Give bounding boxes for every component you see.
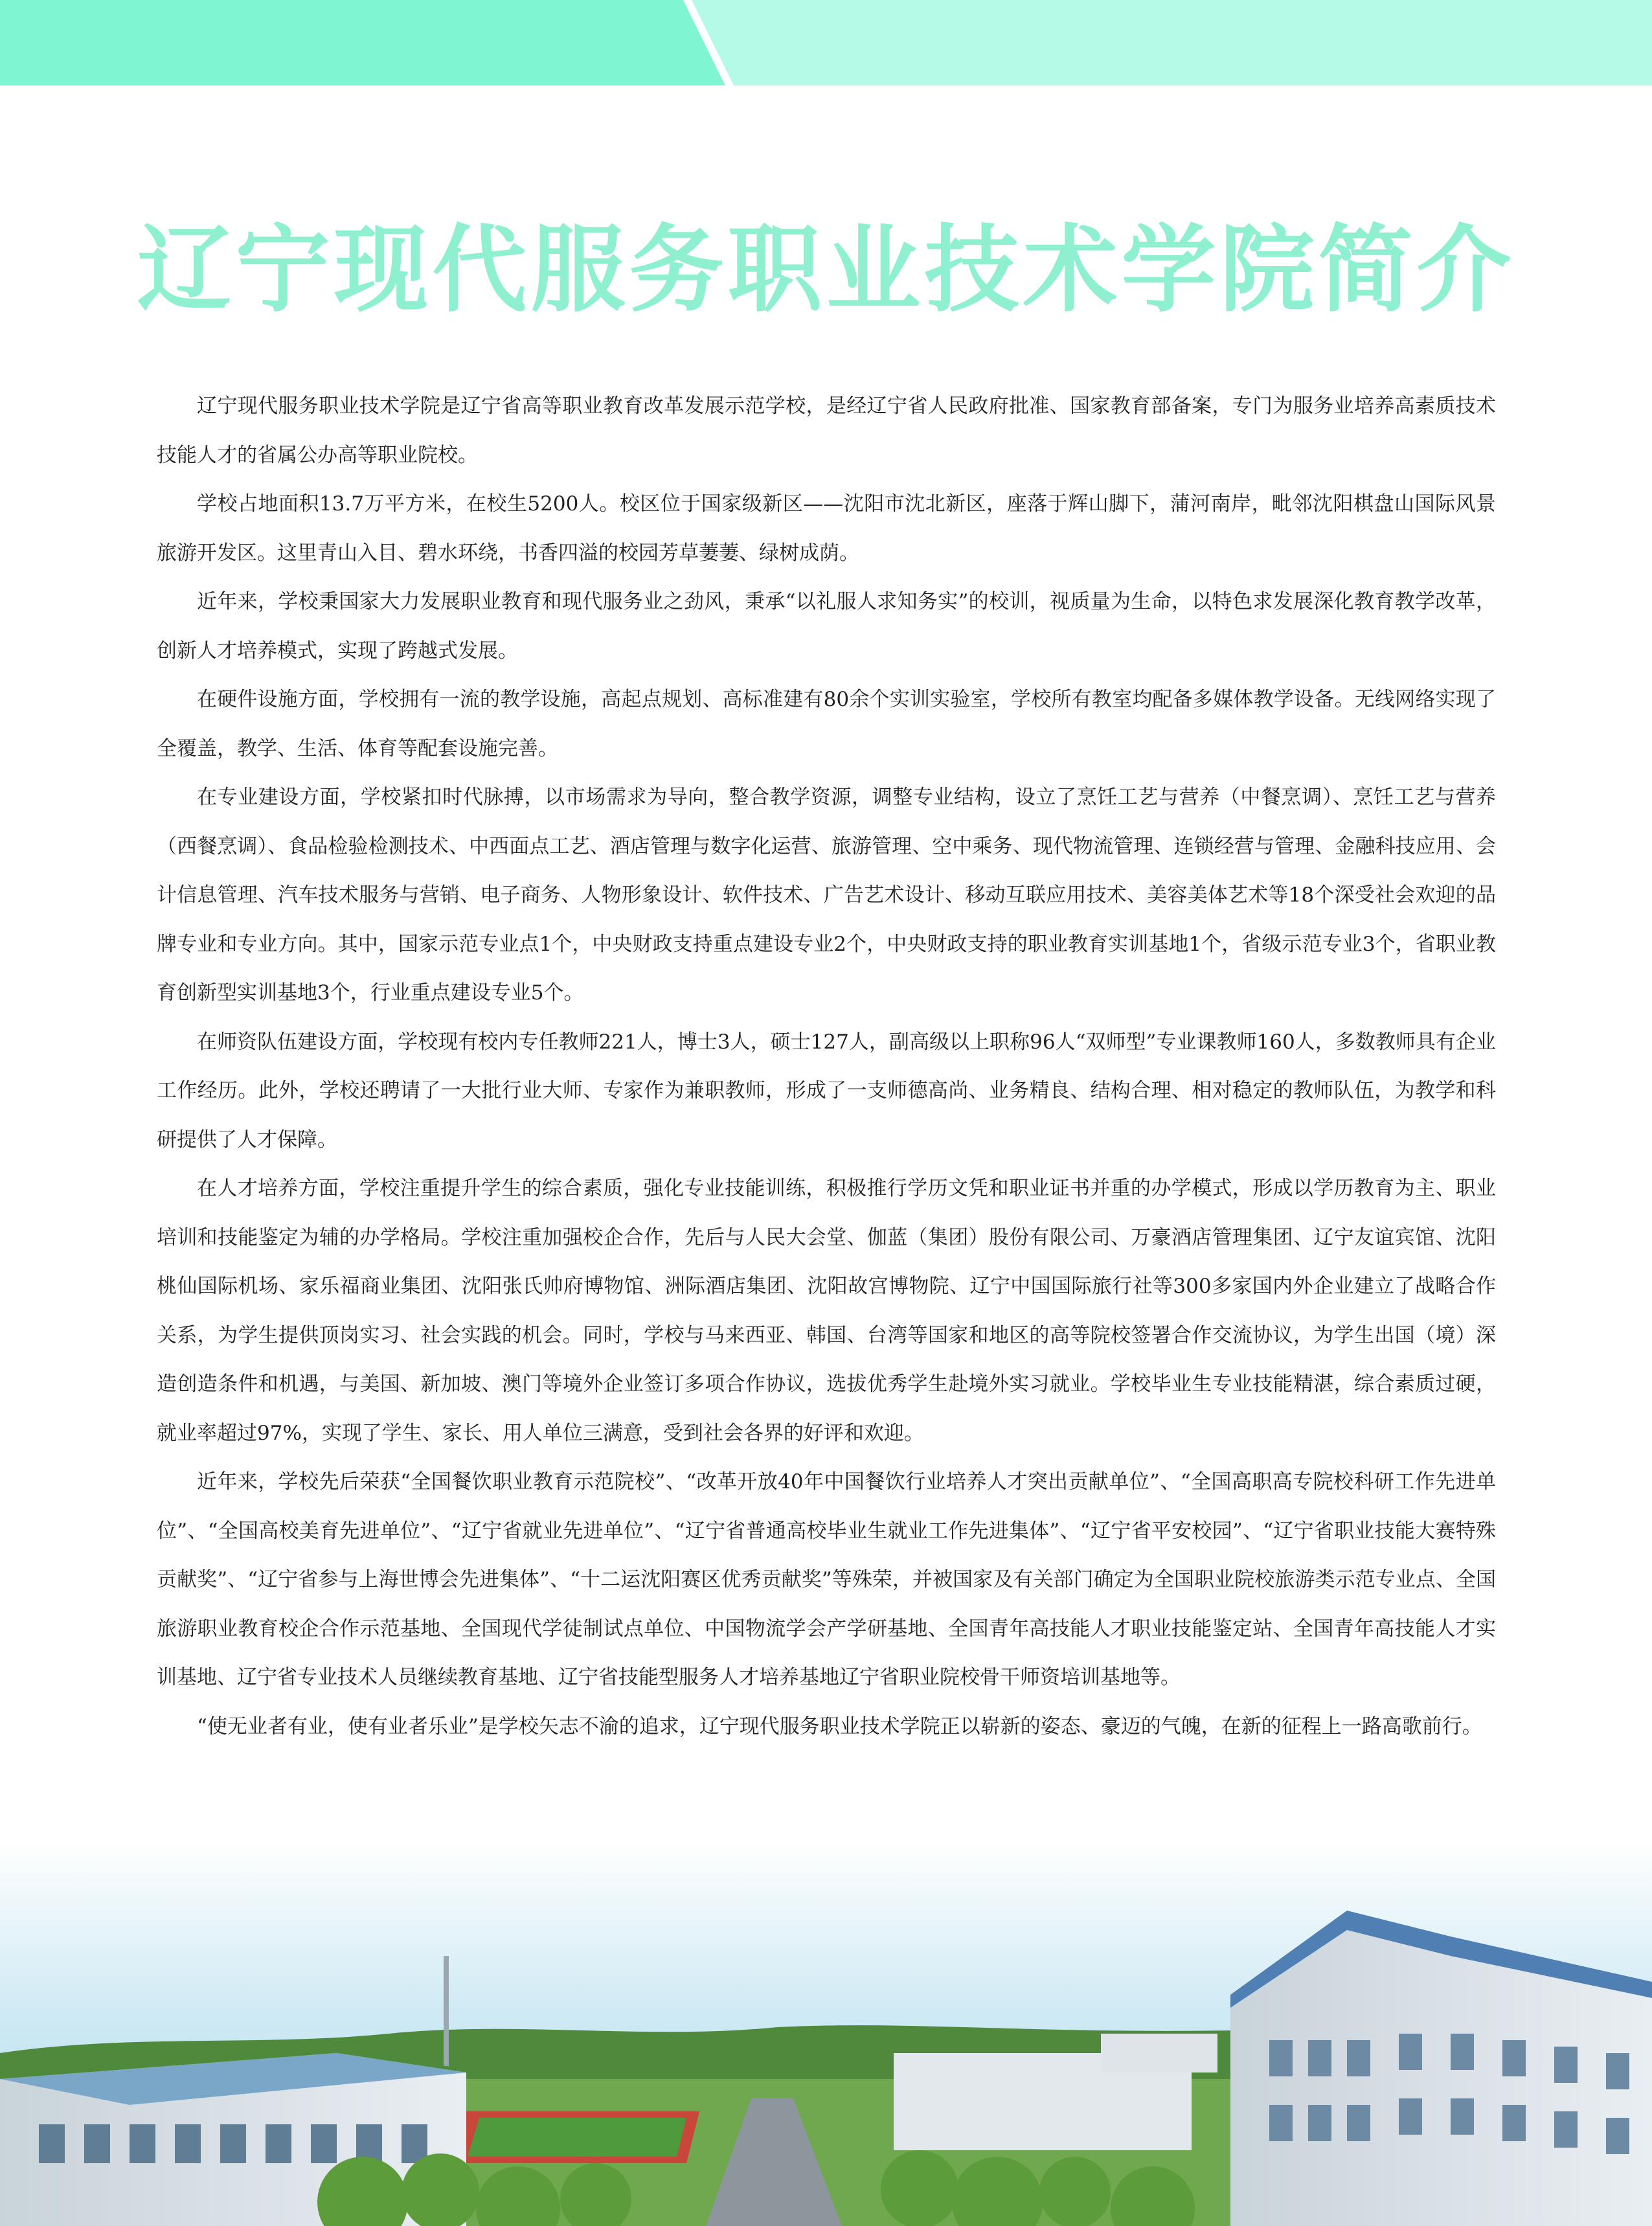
paragraph: 在硬件设施方面，学校拥有一流的教学设施，高起点规划、高标准建有80余个实训实验室，学校所有教室均配备多媒体教学设备。无线网络实现了全覆盖，教学、生活、体育等配套设施完善。 <box>157 688 1496 760</box>
paragraph: 学校占地面积13.7万平方米，在校生5200人。校区位于国家级新区——沈阳市沈北新区，座落于辉山脚下，蒲河南岸，毗邻沈阳棋盘山国际风景旅游开发区。这里青山入目、碧水环绕，书香四溢的校园芳草萋萋、绿树成荫。 <box>157 492 1496 565</box>
sports-field <box>468 2118 686 2157</box>
paragraph: “使无业者有业，使有业者乐业”是学校矢志不渝的追求，辽宁现代服务职业技术学院正以崭新的姿态、豪迈的气魄，在新的征程上一路高歌前行。 <box>197 1714 1482 1738</box>
paragraph: 在师资队伍建设方面，学校现有校内专任教师221人，博士3人，硕士127人，副高级以上职称96人“双师型”专业课教师160人，多数教师具有企业工作经历。此外，学校还聘请了一大批行业大师、专家作为兼职教师，形成了一支师德高尚、业务精良、结构合理、相对稳定的教师队伍，为教学和科研提供了人才保障。 <box>157 1030 1496 1152</box>
top-banner <box>0 0 1652 85</box>
paragraph: 近年来，学校先后荣获“全国餐饮职业教育示范院校”、“改革开放40年中国餐饮行业培养人才突出贡献单位”、“全国高职高专院校科研工作先进单位”、“全国高校美育先进单位”、“辽宁省就业先进单位”、“辽宁省普通高校毕业生就业工作先进集体”、“辽宁省平安校园”、“辽宁省职业技能大赛特殊贡献奖”、“辽宁省参与上海世博会先进集体”、“十二运沈阳赛区优秀贡献奖”等殊荣，并被国家及有关部门确定为全国职业院校旅游类示范专业点、全国旅游职业教育校企合作示范基地、全国现代学徒制试点单位、中国物流学会产学研基地、全国青年高技能人才职业技能鉴定站、全国青年高技能人才实训基地、辽宁省专业技术人员继续教育基地、辽宁省技能型服务人才培养基地辽宁省职业院校骨干师资培训基地等。 <box>157 1470 1496 1689</box>
page-title: 辽宁现代服务职业技术学院简介 <box>137 215 1515 325</box>
paragraph: 辽宁现代服务职业技术学院是辽宁省高等职业教育改革发展示范学校，是经辽宁省人民政府批准、国家教育部备案，专门为服务业培养高素质技术技能人才的省属公办高等职业院校。 <box>157 394 1496 467</box>
paragraph: 在人才培养方面，学校注重提升学生的综合素质，强化专业技能训练，积极推行学历文凭和职业证书并重的办学模式，形成以学历教育为主、职业培训和技能鉴定为辅的办学格局。学校注重加强校企合作，先后与人民大会堂、伽蓝（集团）股份有限公司、万豪酒店管理集团、辽宁友谊宾馆、沈阳桃仙国际机场、家乐福商业集团、沈阳张氏帅府博物馆、洲际酒店集团、沈阳故宫博物院、辽宁中国国际旅行社等300多家国内外企业建立了战略合作关系，为学生提供顶岗实习、社会实践的机会。同时，学校与马来西亚、韩国、台湾等国家和地区的高等院校签署合作交流协议，为学生出国（境）深造创造条件和机遇，与美国、新加坡、澳门等境外企业签订多项合作协议，选拔优秀学生赴境外实习就业。学校毕业生专业技能精湛，综合素质过硬，就业率超过97%，实现了学生、家长、用人单位三满意，受到社会各界的好评和欢迎。 <box>157 1177 1496 1445</box>
paragraph: 在专业建设方面，学校紧扣时代脉搏，以市场需求为导向，整合教学资源，调整专业结构，设立了烹饪工艺与营养（中餐烹调）、烹饪工艺与营养（西餐烹调）、食品检验检测技术、中西面点工艺、酒店管理与数字化运营、旅游管理、空中乘务、现代物流管理、连锁经营与管理、金融科技应用、会计信息管理、汽车技术服务与营销、电子商务、人物形象设计、软件技术、广告艺术设计、移动互联应用技术、美容美体艺术等18个深受社会欢迎的品牌专业和专业方向。其中，国家示范专业点1个，中央财政支持重点建设专业2个，中央财政支持的职业教育实训基地1个，省级示范专业3个，省职业教育创新型实训基地3个，行业重点建设专业5个。 <box>157 786 1496 1005</box>
distant-building <box>1101 2034 1217 2073</box>
banner-dark <box>0 0 725 85</box>
paragraph: 近年来，学校秉国家大力发展职业教育和现代服务业之劲风，秉承“以礼服人求知务实”的校训，视质量为生命，以特色求发展深化教育教学改革，创新人才培养模式，实现了跨越式发展。 <box>157 590 1496 663</box>
article-body <box>157 382 1496 1751</box>
tower <box>444 1956 449 2066</box>
campus-photo <box>0 1839 1652 2226</box>
